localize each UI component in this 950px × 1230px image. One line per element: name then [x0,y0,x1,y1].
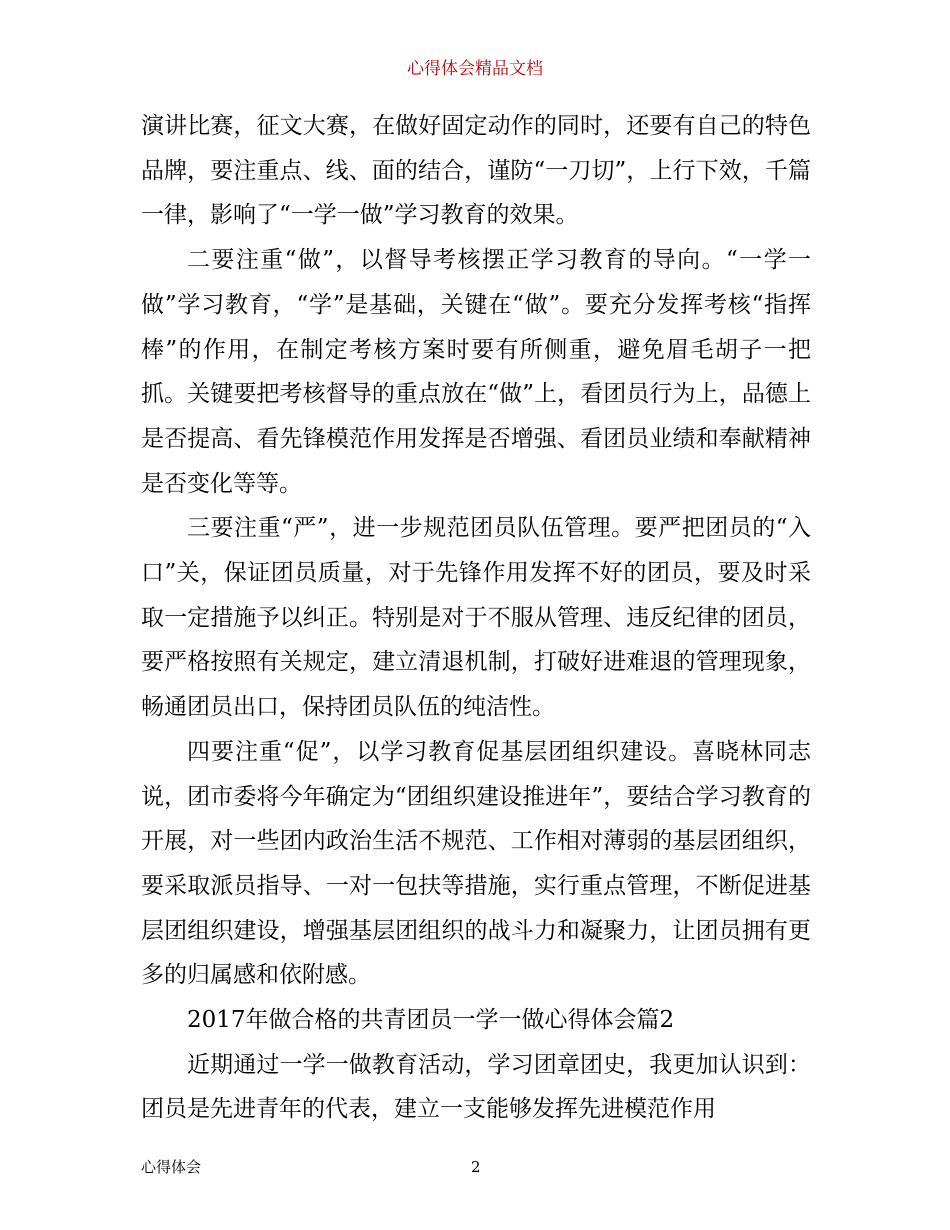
paragraph-continuation: 演讲比赛，征文大赛，在做好固定动作的同时，还要有自己的特色品牌，要注重点、线、面的结合，谨防“一刀切”，上行下效，千篇一律，影响了“一学一做”学习教育的效果。 [141,113,811,229]
page-header-title: 心得体会精品文档 [407,59,543,79]
paragraph-second-point: 二要注重“做”，以督导考核摆正学习教育的导向。“一学一做”学习教育，“学”是基础，关键在“做”。要充分发挥考核“指挥棒”的作用，在制定考核方案时要有所侧重，避免眉毛胡子一把抓。关键要把考核督导的重点放在“做”上，看团员行为上，品德上是否提高、看先锋模范作用发挥是否增强、看团员业绩和奉献精神是否变化等等。 [141,247,811,497]
document-body [141,104,811,1132]
paragraph-section-intro: 近期通过一学一做教育活动，学习团章团史，我更加认识到：团员是先进青年的代表，建立一支能够发挥先进模范作用 [141,1051,811,1123]
paragraph-fourth-point: 四要注重“促”，以学习教育促基层团组织建设。喜晓林同志说，团市委将今年确定为“团组织建设推进年”，要结合学习教育的开展，对一些团内政治生活不规范、工作相对薄弱的基层团组织，要采取派员指导、一对一包扶等措施，实行重点管理，不断促进基层团组织建设，增强基层团组织的战斗力和凝聚力，让团员拥有更多的归属感和依附感。 [141,738,811,989]
paragraph-third-point: 三要注重“严”，进一步规范团员队伍管理。要严把团员的“入口”关，保证团员质量，对于先锋作用发挥不好的团员，要及时采取一定措施予以纠正。特别是对于不服从管理、违反纪律的团员，要严格按照有关规定，建立清退机制，打破好进难退的管理现象，畅通团员出口，保持团员队伍的纯洁性。 [141,515,811,721]
footer-label: 心得体会 [141,1158,202,1176]
page-number: 2 [471,1158,481,1176]
page-footer [141,1156,811,1178]
section-heading: 2017年做合格的共青团员一学一做心得体会篇2 [187,1007,675,1034]
